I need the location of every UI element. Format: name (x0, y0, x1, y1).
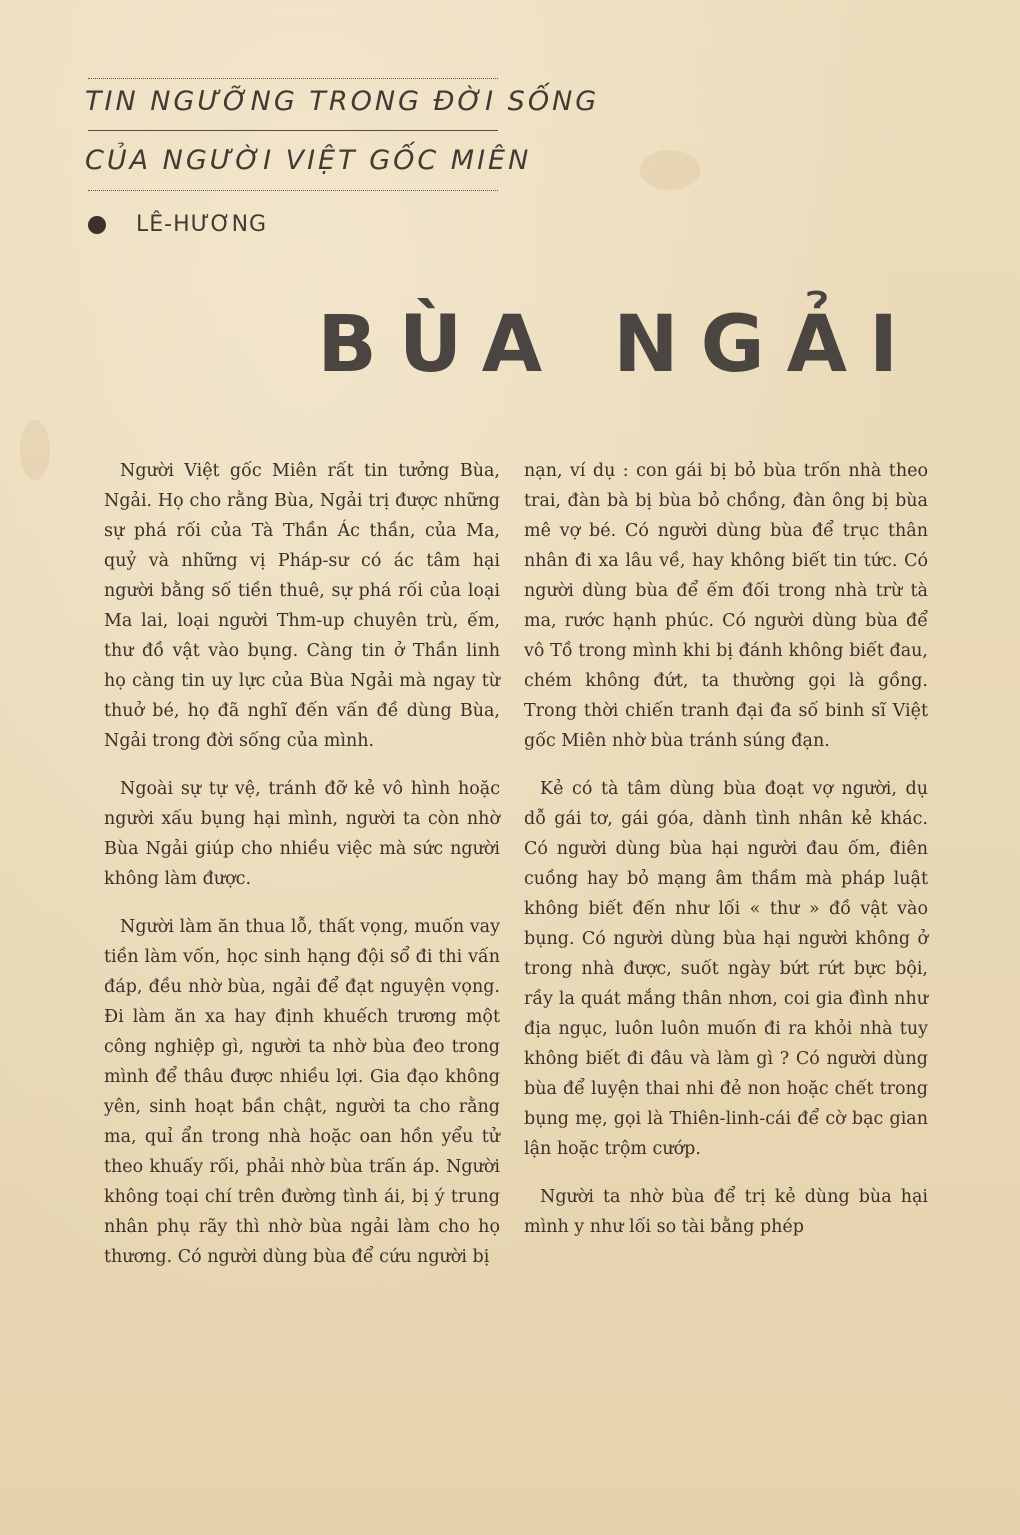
paragraph: Ngoài sự tự vệ, tránh đỡ kẻ vô hình hoặc người xấu bụng hại mình, người ta còn nhờ Bùa Ngải giúp cho nhiều việc mà sức người không làm được. (104, 779, 500, 889)
header-line-2: CỦA NGƯỜI VIỆT GỐC MIÊN (85, 145, 532, 176)
paper-stain (640, 150, 700, 190)
right-column (524, 456, 928, 1260)
author-byline (88, 212, 267, 237)
author-name: LÊ-HƯƠNG (136, 212, 268, 237)
paper-stain (20, 420, 50, 480)
left-column (104, 456, 500, 1290)
paragraph: nạn, ví dụ : con gái bị bỏ bùa trốn nhà theo trai, đàn bà bị bùa bỏ chồng, đàn ông bị bùa mê vợ bé. Có người dùng bùa để trục thân nhân đi xa lâu về, hay không biết tin tức. Có người dùng bùa để ếm đối trong nhà trừ tà ma, rước hạnh phúc. Có người dùng bùa để vô Tồ trong mình khi bị đánh không biết đau, chém không đứt, ta thường gọi là gồng. Trong thời chiến tranh đại đa số binh sĩ Việt gốc Miên nhờ bùa tránh súng đạn. (524, 461, 928, 751)
header-rule-bottom (88, 190, 498, 191)
article-title: BÙA NGẢI (317, 300, 920, 390)
header-rule-top (88, 78, 498, 79)
paragraph: Người làm ăn thua lỗ, thất vọng, muốn vay tiền làm vốn, học sinh hạng đội sổ đi thi vấn đáp, đều nhờ bùa, ngải để đạt nguyện vọng. Đi làm ăn xa hay định khuếch trương một công nghiệp gì, người ta nhờ bùa đeo trong mình để thâu được nhiều lợi. Gia đạo không yên, sinh hoạt bần chật, người ta cho rằng ma, quỉ ẩn trong nhà hoặc oan hồn yểu tử theo khuấy rối, phải nhờ bùa trấn áp. Người không toại chí trên đường tình ái, bị ý trung nhân phụ rãy thì nhờ bùa ngải làm cho họ thương. Có người dùng bùa để cứu người bị (104, 917, 500, 1267)
paragraph: Người Việt gốc Miên rất tin tưởng Bùa, Ngải. Họ cho rằng Bùa, Ngải trị được những sự phá rối của Tà Thần Ác thần, của Ma, quỷ và những vị Pháp-sư có ác tâm hại người bằng số tiền thuê, sự phá rối của loại Ma lai, loại người Thm-up chuyên trù, ếm, thư đồ vật vào bụng. Càng tin ở Thần linh họ càng tin uy lực của Bùa Ngải mà ngay từ thuở bé, họ đã nghĩ đến vấn đề dùng Bùa, Ngải trong đời sống của mình. (104, 461, 500, 751)
bullet-icon (88, 216, 106, 234)
header-line-1: TIN NGƯỠNG TRONG ĐỜI SỐNG (85, 86, 600, 117)
paragraph: Kẻ có tà tâm dùng bùa đoạt vợ người, dụ dỗ gái tơ, gái góa, dành tình nhân kẻ khác. Có người dùng bùa hại người đau ốm, điên cuồng hay bỏ mạng âm thầm mà pháp luật không biết đến như lối « thư » đồ vật vào bụng. Có người dùng bùa hại người không ở trong nhà được, suốt ngày bứt rứt bực bội, rầy la quát mắng thân nhơn, coi gia đình như địa ngục, luôn luôn muốn đi ra khỏi nhà tuy không biết đi đâu và làm gì ? Có người dùng bùa để luyện thai nhi đẻ non hoặc chết trong bụng mẹ, gọi là Thiên-linh-cái để cờ bạc gian lận hoặc trộm cướp. (524, 779, 928, 1159)
header-rule-middle (88, 130, 498, 131)
paragraph: Người ta nhờ bùa để trị kẻ dùng bùa hại mình y như lối so tài bằng phép (524, 1187, 928, 1237)
